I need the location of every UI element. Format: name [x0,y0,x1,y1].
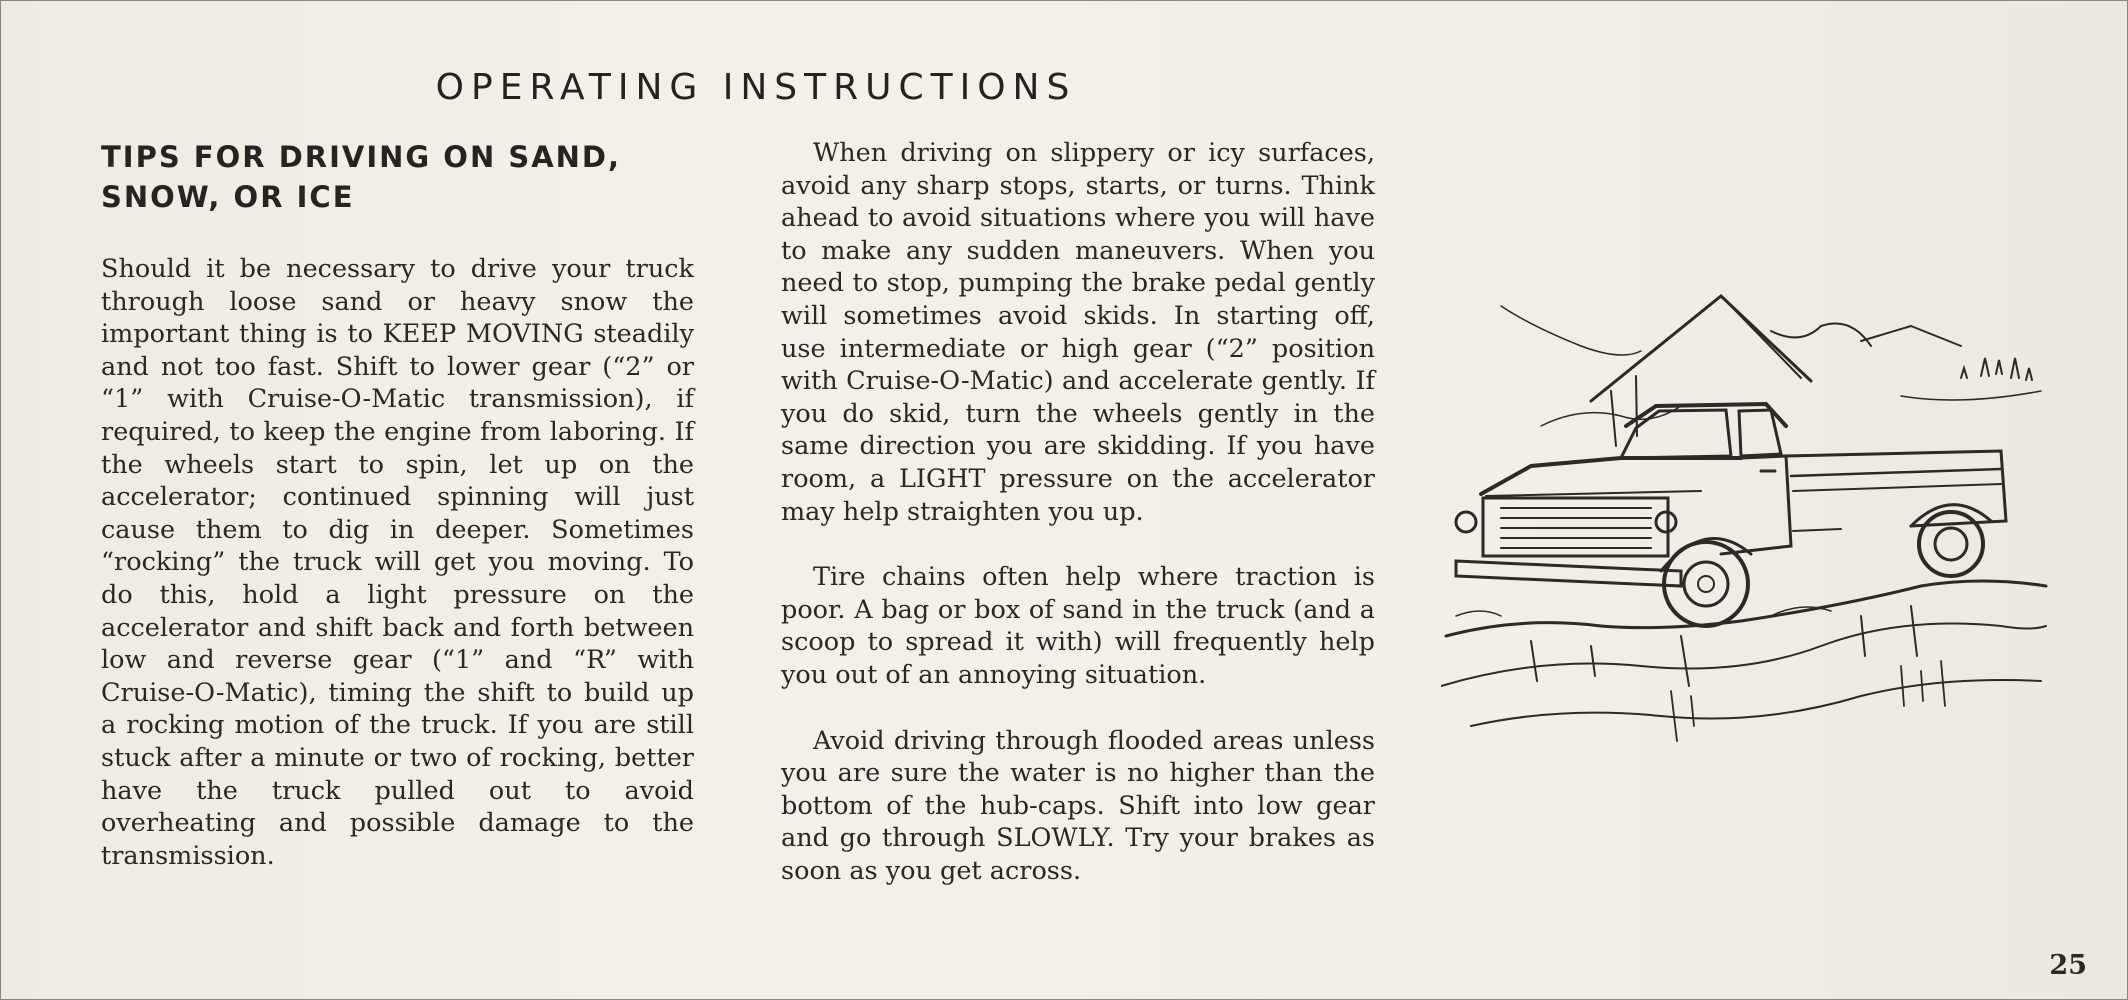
icy-surfaces-paragraph: When driving on slippery or icy surfaces, avoid any sharp stops, starts, or turns. Think ahead to avoid situations where you will have to make any sudden maneuvers. When you need to stop, pumping the brake pedal gently will sometimes avoid skids. In starting off, use intermediate or high gear (“2” position with Cruise-O-Matic) and accelerate gently. If you do skid, turn the wheels gently in the same direction you are skidding. If you have room, a LIGHT pressure on the accelerator may help straighten you up. [781,138,1375,527]
flooded-areas-paragraph: Avoid driving through flooded areas unless you are sure the water is no higher than the bottom of the hub-caps. Shift into low gear and go through SLOWLY. Try your brakes as soon as you get across. [781,725,1375,886]
right-column [781,137,1375,887]
page-number: 25 [2049,950,2087,981]
page-header: OPERATING INSTRUCTIONS [435,67,1077,108]
section-heading-line2: SNOW, OR ICE [101,180,355,214]
section-heading-line1: TIPS FOR DRIVING ON SAND, [101,140,622,174]
left-column [101,137,694,872]
tire-chains-paragraph: Tire chains often help where traction is poor. A bag or box of sand in the truck (and a scoop to spread it with) will frequently help you out of an annoying situation. [781,562,1375,690]
pickup-truck-in-snow-illustration [1441,286,2051,756]
sand-snow-paragraph: Should it be necessary to drive your truck through loose sand or heavy snow the important thing is to KEEP MOVING steadily and not too fast. Shift to lower gear (“2” or “1” with Cruise-O-Matic transmission), if required, to keep the engine from laboring. If the wheels start to spin, let up on the accelerator; continued spinning will just cause them to dig in deeper. Sometimes “rocking” the truck will get you moving. To do this, hold a light pressure on the accelerator and shift back and forth between low and reverse gear (“1” and “R” with Cruise-O-Matic), timing the shift to build up a rocking motion of the truck. If you are still stuck after a minute or two of rocking, better have the truck pulled out to avoid overheating and possible damage to the transmission. [101,254,694,871]
section-heading [101,137,694,217]
